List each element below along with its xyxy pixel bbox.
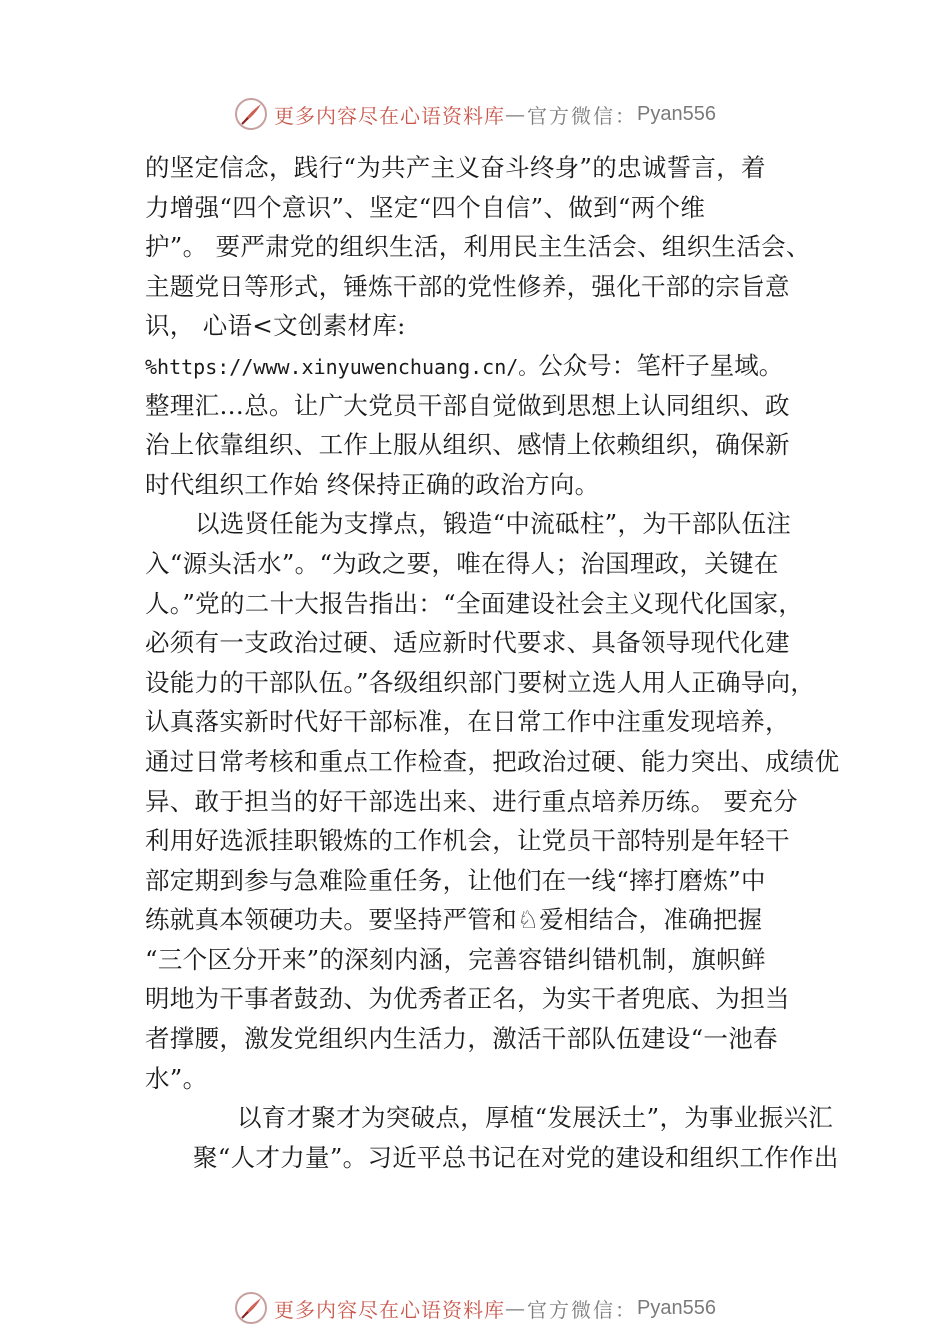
header-wechat-label: 官方微信： [527, 103, 638, 128]
body-line: 认真落实新时代好干部标准，在日常工作中注重发现培养， [145, 707, 790, 737]
body-line: 人。”党的二十大报告指出：“全面建设社会主义现代化国家， [145, 588, 804, 618]
body-line: 部定期到参与急难险重任务，让他们在一线“摔打磨炼”中 [145, 865, 766, 895]
paragraph-start: 以选贤任能为支撑点，锻造“中流砥柱”，为干部队伍注 [195, 509, 792, 539]
body-line: 主题党日等形式，锤炼干部的党性修养，强化干部的宗旨意 [145, 271, 790, 301]
body-line: 治上依靠组织、工作上服从组织、感情上依赖组织，确保新 [145, 430, 790, 460]
body-line: 护”。 要严肃党的组织生活，利用民主生活会、组织生活会、 [145, 232, 811, 262]
body-line: 必须有一支政治过硬、适应新时代要求、具备领导现代化建 [145, 628, 790, 658]
body-line: 明地为干事者鼓劲、为优秀者正名，为实干者兜底、为担当 [145, 984, 790, 1014]
body-line: 整理汇…总。让广大党员干部自觉做到思想上认同组织、政 [145, 390, 790, 420]
header-wechat-id: Pyan556 [637, 102, 716, 125]
body-line: 通过日常考核和重点工作检查，把政治过硬、能力突出、成绩优 [145, 746, 840, 776]
body-line-url [145, 346, 845, 386]
body-line: 练就真本领硬功夫。要坚持严管和♘爱相结合，准确把握 [145, 905, 763, 935]
body-line: “三个区分开来”的深刻内涵，完善容错纠错机制，旗帜鲜 [145, 944, 766, 974]
wechat-account-text: 公众号：笔杆子星域。 [538, 350, 784, 380]
body-line: 利用好选派挂职锻炼的工作机会，让党员干部特别是年轻干 [145, 826, 790, 856]
body-line: 聚“人才力量”。习近平总书记在对党的建设和组织工作作出 [193, 1142, 839, 1172]
quill-logo-icon [234, 1291, 268, 1325]
body-line: 设能力的干部队伍。”各级组织部门要树立选人用人正确导向， [145, 667, 816, 697]
body-line: 力增强“四个意识”、坚定“四个自信”、做到“两个维 [145, 192, 706, 222]
footer-brand: 更多内容尽在心语资料库 [274, 1297, 506, 1322]
header-dash: — [505, 102, 528, 126]
body-line: 水”。 [145, 1063, 208, 1093]
header-banner [0, 92, 950, 136]
body-line: 入“源头活水”。“为政之要，唯在得人；治国理政，关键在 [145, 548, 779, 578]
footer-wechat-label: 官方微信： [527, 1297, 638, 1322]
body-line: 的坚定信念，践行“为共产主义奋斗终身”的忠诚誓言，着 [145, 153, 766, 182]
body-line: 时代组织工作始 终保持正确的政治方向。 [145, 469, 600, 499]
quill-logo-icon [234, 97, 268, 131]
document-body [145, 148, 845, 1177]
footer-wechat-id: Pyan556 [637, 1296, 716, 1319]
body-line: 异、敢于担当的好干部选出来、进行重点培养历练。 要充分 [145, 786, 798, 816]
footer-dash: — [505, 1296, 528, 1320]
url-text: %https://www.xinyuwenchuang.cn/。 [145, 354, 539, 379]
header-brand: 更多内容尽在心语资料库 [274, 103, 506, 128]
paragraph-start: 以育才聚才为突破点，厚植“发展沃土”，为事业振兴汇 [237, 1103, 834, 1133]
body-line: 识， 心语<文创素材库: [145, 311, 406, 341]
footer-banner [0, 1286, 950, 1330]
body-line: 者撑腰，激发党组织内生活力，激活干部队伍建设“一池春 [145, 1024, 778, 1054]
